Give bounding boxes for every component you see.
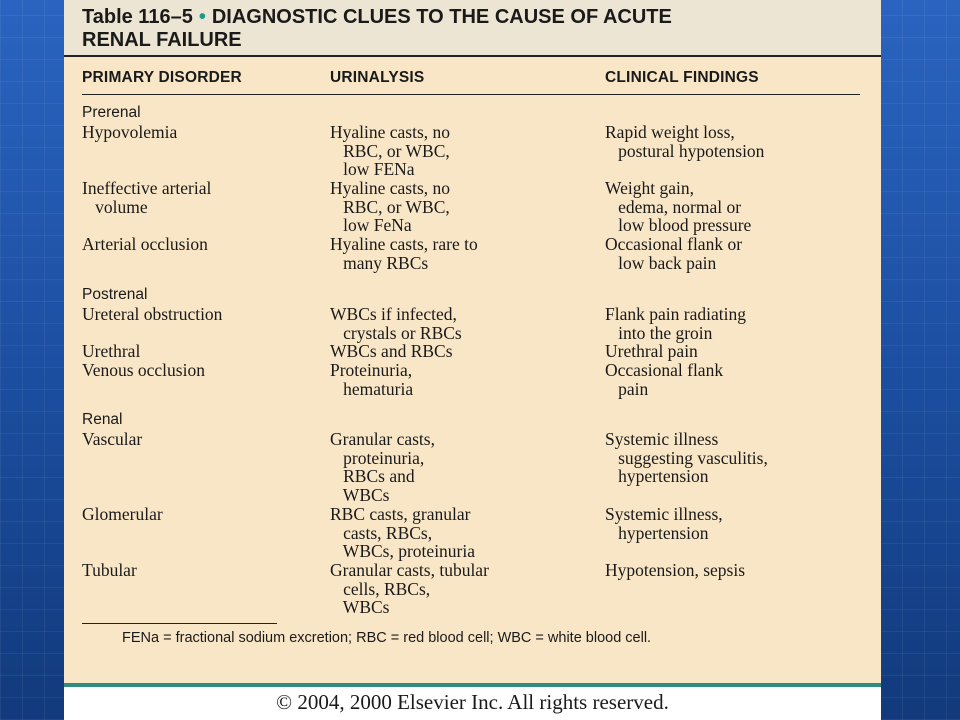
row-ureteral-urinalysis: WBCs if infected, crystals or RBCs xyxy=(330,304,462,343)
row-venous-urinalysis: Proteinuria, hematuria xyxy=(330,360,414,399)
table-title xyxy=(64,0,881,57)
row-ineffective-urinalysis: Hyaline casts, no RBC, or WBC, low FeNa xyxy=(330,178,451,236)
copyright-notice: © 2004, 2000 Elsevier Inc. All rights reserved. xyxy=(64,683,881,720)
row-glomerular-urinalysis: RBC casts, granular casts, RBCs, WBCs, proteinuria xyxy=(330,504,476,562)
row-ineffective-disorder: Ineffective arterial volume xyxy=(82,178,212,217)
row-venous-disorder: Venous occlusion xyxy=(82,360,205,380)
header-primary-disorder: PRIMARY DISORDER xyxy=(82,69,242,86)
row-glomerular-disorder: Glomerular xyxy=(82,504,163,524)
row-ureteral-findings: Flank pain radiating into the groin xyxy=(605,304,746,343)
footnote-divider xyxy=(82,623,277,624)
header-urinalysis: URINALYSIS xyxy=(330,69,425,86)
section-postrenal: Postrenal xyxy=(82,286,148,303)
row-hypovolemia-disorder: Hypovolemia xyxy=(82,122,178,142)
row-vascular-disorder: Vascular xyxy=(82,429,143,449)
row-hypovolemia-urinalysis: Hyaline casts, no RBC, or WBC, low FENa xyxy=(330,122,451,180)
section-renal: Renal xyxy=(82,411,123,428)
row-hypovolemia-findings: Rapid weight loss, postural hypotension xyxy=(605,122,765,161)
row-ineffective-findings: Weight gain, edema, normal or low blood pressure xyxy=(605,178,752,236)
title-bullet: • xyxy=(198,6,206,28)
title-text: DIAGNOSTIC CLUES TO THE CAUSE OF ACUTE xyxy=(211,6,672,28)
row-tubular-urinalysis: Granular casts, tubular cells, RBCs, WBCs xyxy=(330,560,489,618)
row-urethral-findings: Urethral pain xyxy=(605,341,698,361)
title-line-2: RENAL FAILURE xyxy=(82,29,242,51)
title-line-1 xyxy=(82,6,881,29)
footnote: FENa = fractional sodium excretion; RBC = red blood cell; WBC = white blood cell. xyxy=(122,630,652,646)
row-urethral-disorder: Urethral xyxy=(82,341,141,361)
header-divider xyxy=(82,94,860,95)
row-venous-findings: Occasional flank pain xyxy=(605,360,724,399)
table-card xyxy=(64,0,881,683)
row-vascular-findings: Systemic illness suggesting vasculitis, hypertension xyxy=(605,429,768,487)
section-prerenal: Prerenal xyxy=(82,104,141,121)
header-clinical-findings: CLINICAL FINDINGS xyxy=(605,69,759,86)
row-tubular-findings: Hypotension, sepsis xyxy=(605,560,745,580)
row-arterial-disorder: Arterial occlusion xyxy=(82,234,208,254)
table-number: Table 116–5 xyxy=(82,6,193,28)
row-glomerular-findings: Systemic illness, hypertension xyxy=(605,504,723,543)
row-vascular-urinalysis: Granular casts, proteinuria, RBCs and WBCs xyxy=(330,429,435,506)
row-urethral-urinalysis: WBCs and RBCs xyxy=(330,341,453,361)
row-arterial-findings: Occasional flank or low back pain xyxy=(605,234,743,273)
row-ureteral-disorder: Ureteral obstruction xyxy=(82,304,223,324)
row-tubular-disorder: Tubular xyxy=(82,560,137,580)
row-arterial-urinalysis: Hyaline casts, rare to many RBCs xyxy=(330,234,478,273)
